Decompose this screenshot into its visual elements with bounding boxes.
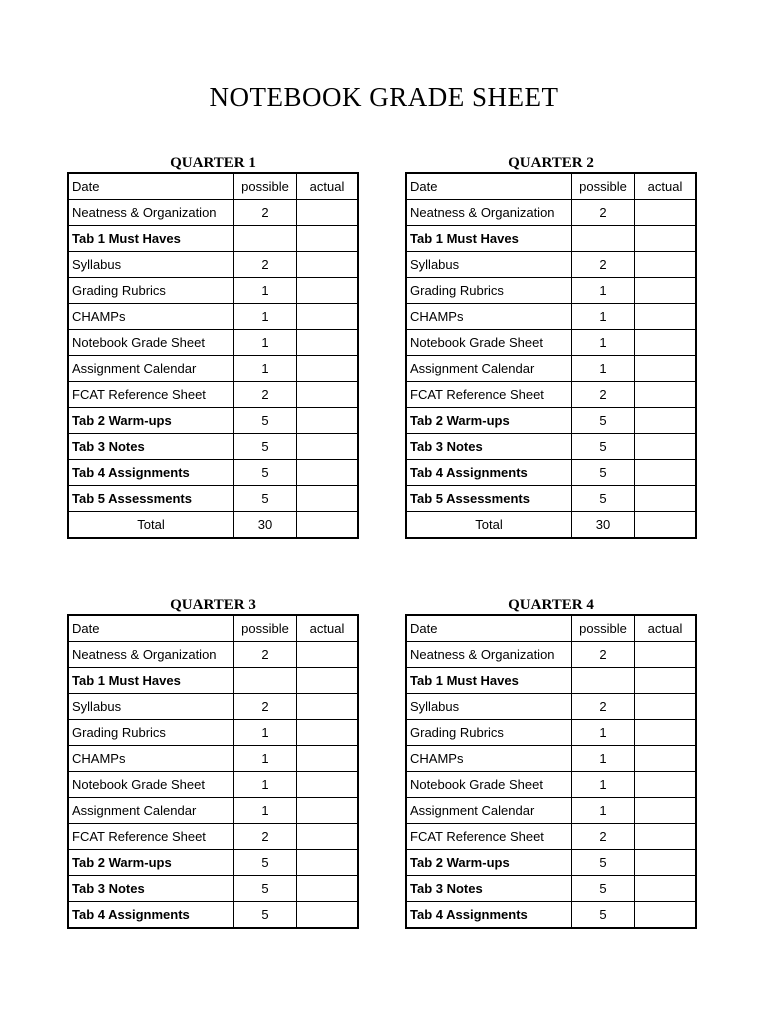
- possible-points-cell: 1: [572, 356, 635, 382]
- table-row: [406, 252, 696, 278]
- table-row: [68, 408, 358, 434]
- quarter-3-section: [67, 596, 359, 929]
- actual-points-cell[interactable]: [297, 746, 359, 772]
- item-label: Tab 1 Must Haves: [68, 226, 234, 252]
- possible-points-cell: 5: [234, 434, 297, 460]
- actual-points-cell[interactable]: [297, 408, 359, 434]
- table-row: [68, 876, 358, 902]
- actual-points-cell[interactable]: [635, 694, 697, 720]
- possible-points-cell: [234, 668, 297, 694]
- item-label: Grading Rubrics: [406, 278, 572, 304]
- total-row: [406, 512, 696, 539]
- possible-points-cell: 1: [572, 304, 635, 330]
- possible-points-cell: 5: [234, 850, 297, 876]
- table-row: [68, 642, 358, 668]
- table-row: [68, 434, 358, 460]
- item-label: Tab 5 Assessments: [68, 486, 234, 512]
- possible-points-cell: 1: [234, 356, 297, 382]
- possible-points-cell: 5: [572, 850, 635, 876]
- table-row: [406, 408, 696, 434]
- table-row: [406, 694, 696, 720]
- table-row: [68, 772, 358, 798]
- table-row: [68, 356, 358, 382]
- column-header-possible: possible: [234, 173, 297, 200]
- item-label: Assignment Calendar: [406, 356, 572, 382]
- item-label: FCAT Reference Sheet: [406, 382, 572, 408]
- column-header-item: Date: [68, 173, 234, 200]
- possible-points-cell: 2: [572, 252, 635, 278]
- item-label: Neatness & Organization: [406, 200, 572, 226]
- table-header-row: [68, 173, 358, 200]
- actual-points-cell[interactable]: [297, 356, 359, 382]
- quarter-heading: QUARTER 2: [508, 155, 594, 171]
- table-row: [68, 850, 358, 876]
- actual-points-cell[interactable]: [635, 824, 697, 850]
- actual-points-cell[interactable]: [297, 902, 359, 929]
- item-label: Tab 2 Warm-ups: [68, 850, 234, 876]
- table-row: [406, 902, 696, 929]
- item-label: Tab 2 Warm-ups: [406, 850, 572, 876]
- actual-points-cell[interactable]: [635, 408, 697, 434]
- actual-points-cell[interactable]: [297, 850, 359, 876]
- actual-points-cell[interactable]: [635, 382, 697, 408]
- quarter-heading: QUARTER 3: [170, 597, 256, 613]
- table-row: [68, 902, 358, 929]
- actual-points-cell[interactable]: [297, 304, 359, 330]
- possible-points-cell: 1: [572, 720, 635, 746]
- item-label: Syllabus: [68, 252, 234, 278]
- column-header-item: Date: [406, 173, 572, 200]
- possible-points-cell: 2: [234, 642, 297, 668]
- item-label: Syllabus: [68, 694, 234, 720]
- actual-points-cell[interactable]: [635, 720, 697, 746]
- actual-points-cell[interactable]: [297, 382, 359, 408]
- column-header-actual: actual: [297, 173, 359, 200]
- actual-points-cell[interactable]: [297, 512, 359, 539]
- actual-points-cell[interactable]: [635, 642, 697, 668]
- table-row: [68, 304, 358, 330]
- actual-points-cell[interactable]: [297, 642, 359, 668]
- possible-points-cell: 2: [234, 252, 297, 278]
- column-header-actual: actual: [635, 615, 697, 642]
- table-row: [406, 798, 696, 824]
- possible-points-cell: 5: [234, 460, 297, 486]
- table-row: [68, 720, 358, 746]
- table-row: [68, 330, 358, 356]
- possible-points-cell: 2: [572, 824, 635, 850]
- actual-points-cell[interactable]: [635, 330, 697, 356]
- total-label: Total: [68, 512, 234, 539]
- possible-points-cell: [572, 668, 635, 694]
- actual-points-cell[interactable]: [297, 330, 359, 356]
- item-label: Tab 4 Assignments: [68, 902, 234, 929]
- table-row: [406, 200, 696, 226]
- item-label: CHAMPs: [68, 746, 234, 772]
- table-row: [68, 694, 358, 720]
- possible-points-cell: 2: [572, 382, 635, 408]
- table-header-row: [68, 615, 358, 642]
- possible-points-cell: 5: [234, 902, 297, 929]
- item-label: Tab 4 Assignments: [68, 460, 234, 486]
- possible-points-cell: [234, 226, 297, 252]
- actual-points-cell[interactable]: [635, 876, 697, 902]
- item-label: Tab 2 Warm-ups: [68, 408, 234, 434]
- table-row: [406, 304, 696, 330]
- possible-points-cell: 1: [234, 720, 297, 746]
- item-label: CHAMPs: [406, 746, 572, 772]
- actual-points-cell[interactable]: [635, 304, 697, 330]
- item-label: Grading Rubrics: [68, 278, 234, 304]
- possible-points-cell: [572, 226, 635, 252]
- actual-points-cell[interactable]: [635, 746, 697, 772]
- actual-points-cell[interactable]: [297, 772, 359, 798]
- actual-points-cell[interactable]: [635, 252, 697, 278]
- actual-points-cell[interactable]: [635, 902, 697, 929]
- possible-points-cell: 5: [572, 460, 635, 486]
- table-row: [406, 278, 696, 304]
- table-row: [406, 668, 696, 694]
- column-header-possible: possible: [234, 615, 297, 642]
- column-header-possible: possible: [572, 615, 635, 642]
- actual-points-cell[interactable]: [635, 486, 697, 512]
- item-label: Neatness & Organization: [68, 642, 234, 668]
- actual-points-cell[interactable]: [297, 876, 359, 902]
- possible-points-cell: 1: [234, 798, 297, 824]
- actual-points-cell[interactable]: [297, 252, 359, 278]
- actual-points-cell[interactable]: [297, 824, 359, 850]
- item-label: Notebook Grade Sheet: [68, 330, 234, 356]
- table-row: [406, 330, 696, 356]
- possible-points-cell: 1: [572, 746, 635, 772]
- possible-points-cell: 30: [234, 512, 297, 539]
- possible-points-cell: 2: [234, 200, 297, 226]
- possible-points-cell: 1: [572, 330, 635, 356]
- possible-points-cell: 5: [234, 408, 297, 434]
- actual-points-cell[interactable]: [635, 850, 697, 876]
- item-label: Neatness & Organization: [406, 642, 572, 668]
- table-row: [68, 486, 358, 512]
- possible-points-cell: 5: [572, 408, 635, 434]
- grade-table: [405, 172, 697, 539]
- item-label: Assignment Calendar: [406, 798, 572, 824]
- table-header-row: [406, 173, 696, 200]
- possible-points-cell: 1: [234, 330, 297, 356]
- possible-points-cell: 1: [234, 772, 297, 798]
- actual-points-cell[interactable]: [297, 434, 359, 460]
- item-label: FCAT Reference Sheet: [68, 382, 234, 408]
- item-label: Syllabus: [406, 252, 572, 278]
- possible-points-cell: 1: [572, 772, 635, 798]
- table-row: [406, 642, 696, 668]
- table-row: [406, 434, 696, 460]
- table-header-row: [406, 615, 696, 642]
- page-title: NOTEBOOK GRADE SHEET: [209, 82, 559, 112]
- table-row: [68, 824, 358, 850]
- actual-points-cell[interactable]: [297, 200, 359, 226]
- quarter-1-section: [67, 154, 359, 539]
- table-row: [406, 356, 696, 382]
- table-row: [68, 798, 358, 824]
- table-row: [406, 226, 696, 252]
- table-row: [68, 278, 358, 304]
- column-header-item: Date: [406, 615, 572, 642]
- item-label: Assignment Calendar: [68, 798, 234, 824]
- item-label: Grading Rubrics: [68, 720, 234, 746]
- table-row: [406, 824, 696, 850]
- column-header-actual: actual: [297, 615, 359, 642]
- actual-points-cell[interactable]: [635, 226, 697, 252]
- grade-table: [67, 172, 359, 539]
- possible-points-cell: 1: [234, 746, 297, 772]
- table-row: [68, 668, 358, 694]
- quarter-heading: QUARTER 4: [508, 597, 594, 613]
- table-row: [406, 772, 696, 798]
- actual-points-cell[interactable]: [635, 200, 697, 226]
- item-label: CHAMPs: [406, 304, 572, 330]
- table-row: [406, 720, 696, 746]
- item-label: CHAMPs: [68, 304, 234, 330]
- table-row: [68, 252, 358, 278]
- table-row: [68, 746, 358, 772]
- table-row: [406, 746, 696, 772]
- column-header-possible: possible: [572, 173, 635, 200]
- possible-points-cell: 2: [234, 694, 297, 720]
- column-header-actual: actual: [635, 173, 697, 200]
- actual-points-cell[interactable]: [635, 798, 697, 824]
- column-header-item: Date: [68, 615, 234, 642]
- item-label: Tab 5 Assessments: [406, 486, 572, 512]
- quarter-2-section: [405, 154, 697, 539]
- possible-points-cell: 5: [234, 486, 297, 512]
- item-label: Tab 3 Notes: [406, 876, 572, 902]
- grade-table: [67, 614, 359, 929]
- actual-points-cell[interactable]: [297, 226, 359, 252]
- possible-points-cell: 5: [234, 876, 297, 902]
- possible-points-cell: 2: [234, 824, 297, 850]
- item-label: Tab 1 Must Haves: [406, 668, 572, 694]
- item-label: Tab 1 Must Haves: [406, 226, 572, 252]
- quarter-heading: QUARTER 1: [170, 155, 256, 171]
- item-label: Tab 3 Notes: [406, 434, 572, 460]
- item-label: Notebook Grade Sheet: [68, 772, 234, 798]
- actual-points-cell[interactable]: [297, 668, 359, 694]
- possible-points-cell: 5: [572, 486, 635, 512]
- possible-points-cell: 30: [572, 512, 635, 539]
- item-label: Syllabus: [406, 694, 572, 720]
- possible-points-cell: 5: [572, 902, 635, 929]
- item-label: Tab 4 Assignments: [406, 460, 572, 486]
- possible-points-cell: 5: [572, 434, 635, 460]
- item-label: Tab 3 Notes: [68, 876, 234, 902]
- possible-points-cell: 1: [572, 798, 635, 824]
- actual-points-cell[interactable]: [635, 278, 697, 304]
- actual-points-cell[interactable]: [635, 356, 697, 382]
- table-row: [406, 382, 696, 408]
- item-label: Assignment Calendar: [68, 356, 234, 382]
- possible-points-cell: 1: [234, 278, 297, 304]
- possible-points-cell: 1: [572, 278, 635, 304]
- item-label: Neatness & Organization: [68, 200, 234, 226]
- item-label: Tab 2 Warm-ups: [406, 408, 572, 434]
- item-label: Notebook Grade Sheet: [406, 772, 572, 798]
- actual-points-cell[interactable]: [297, 486, 359, 512]
- actual-points-cell[interactable]: [635, 512, 697, 539]
- actual-points-cell[interactable]: [297, 798, 359, 824]
- actual-points-cell[interactable]: [297, 278, 359, 304]
- table-row: [68, 200, 358, 226]
- possible-points-cell: 2: [234, 382, 297, 408]
- table-row: [406, 876, 696, 902]
- table-row: [406, 486, 696, 512]
- actual-points-cell[interactable]: [635, 772, 697, 798]
- total-label: Total: [406, 512, 572, 539]
- possible-points-cell: 2: [572, 694, 635, 720]
- actual-points-cell[interactable]: [635, 460, 697, 486]
- total-row: [68, 512, 358, 539]
- table-row: [406, 850, 696, 876]
- actual-points-cell[interactable]: [297, 720, 359, 746]
- possible-points-cell: 1: [234, 304, 297, 330]
- table-row: [406, 460, 696, 486]
- item-label: Tab 4 Assignments: [406, 902, 572, 929]
- actual-points-cell[interactable]: [297, 460, 359, 486]
- quarter-4-section: [405, 596, 697, 929]
- item-label: Notebook Grade Sheet: [406, 330, 572, 356]
- item-label: Tab 3 Notes: [68, 434, 234, 460]
- item-label: FCAT Reference Sheet: [406, 824, 572, 850]
- table-row: [68, 382, 358, 408]
- table-row: [68, 226, 358, 252]
- possible-points-cell: 2: [572, 200, 635, 226]
- table-row: [68, 460, 358, 486]
- possible-points-cell: 2: [572, 642, 635, 668]
- actual-points-cell[interactable]: [297, 694, 359, 720]
- item-label: Grading Rubrics: [406, 720, 572, 746]
- possible-points-cell: 5: [572, 876, 635, 902]
- actual-points-cell[interactable]: [635, 434, 697, 460]
- actual-points-cell[interactable]: [635, 668, 697, 694]
- item-label: FCAT Reference Sheet: [68, 824, 234, 850]
- grade-table: [405, 614, 697, 929]
- item-label: Tab 1 Must Haves: [68, 668, 234, 694]
